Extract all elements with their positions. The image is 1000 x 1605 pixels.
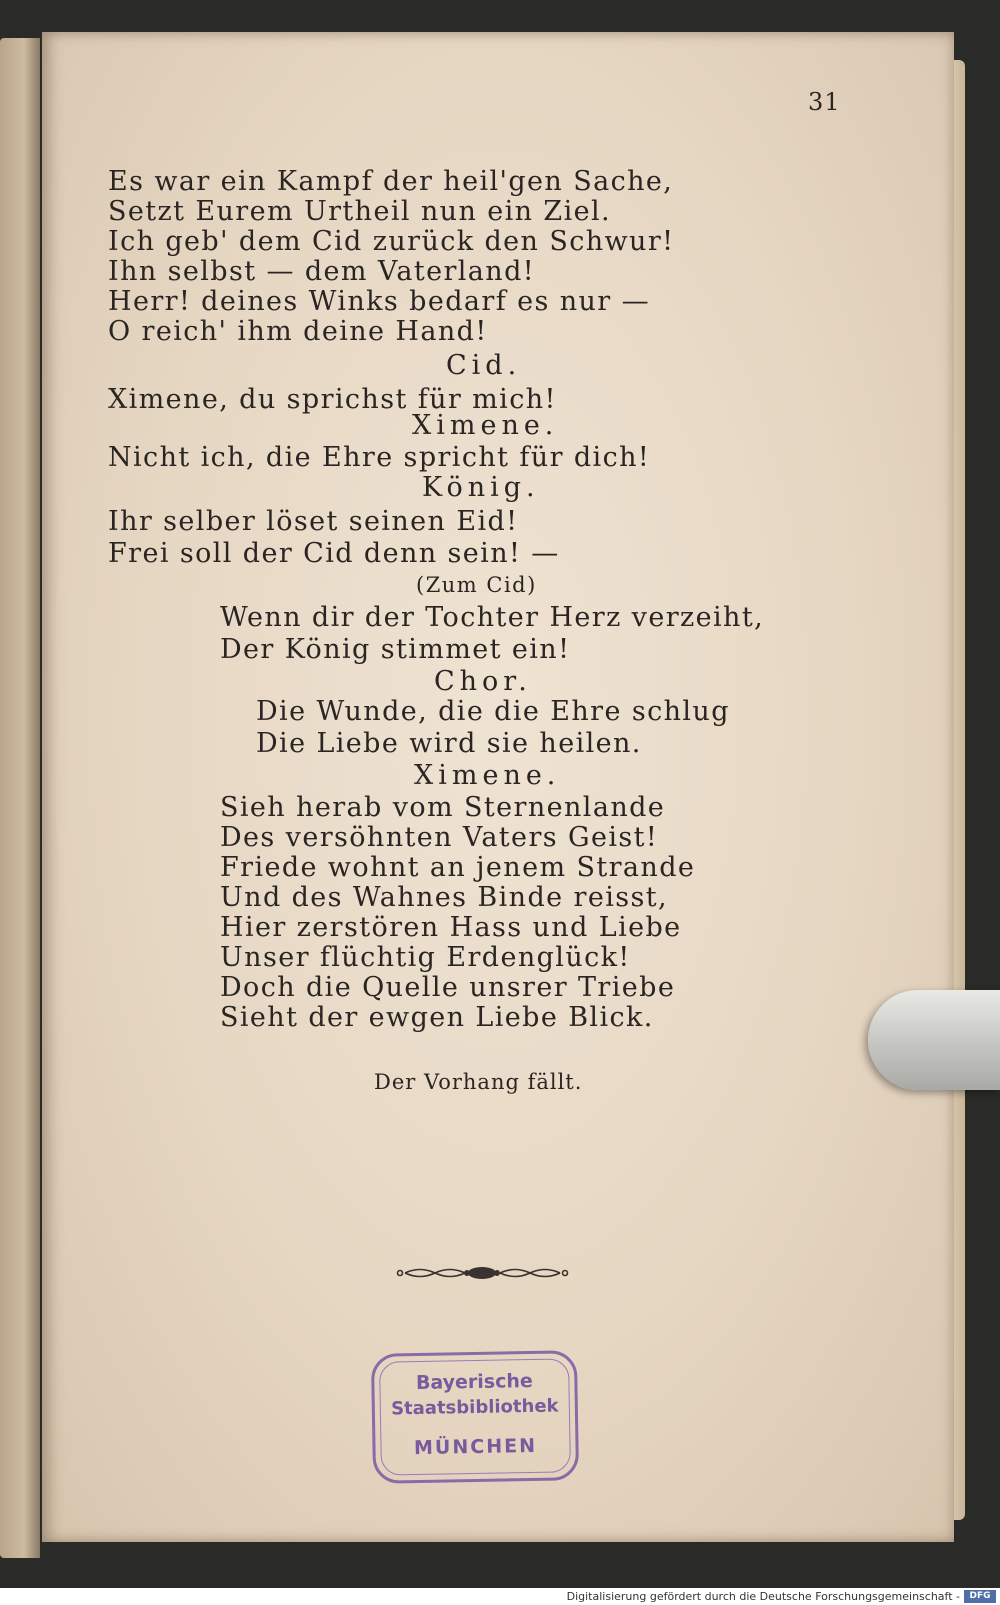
speaker-name: Ximene. [414, 760, 561, 791]
ornament-divider-icon [395, 1264, 570, 1282]
stamp-line: MÜNCHEN [413, 1434, 538, 1460]
facing-page-edge [0, 38, 40, 1558]
stage-direction: (Zum Cid) [416, 573, 537, 597]
verse-line: Sieht der ewgen Liebe Blick. [220, 1002, 654, 1033]
verse-line: Ihr selber löset seinen Eid! [108, 506, 519, 537]
page-clip [868, 990, 1000, 1090]
verse-line: Und des Wahnes Binde reisst, [220, 882, 668, 913]
speaker-name: Chor. [434, 666, 532, 697]
verse-line: Friede wohnt an jenem Strande [220, 852, 696, 883]
verse-line: Ihn selbst — dem Vaterland! [108, 256, 536, 287]
stamp-line: Staatsbibliothek [390, 1395, 559, 1420]
verse-line: Nicht ich, die Ehre spricht für dich! [108, 442, 651, 473]
verse-line: Ximene, du sprichst für mich! [108, 384, 557, 415]
verse-line: Der König stimmet ein! [220, 634, 571, 665]
speaker-name: Ximene. [412, 410, 559, 441]
footer-text: Digitalisierung gefördert durch die Deutsche Forschungsgemeinschaft - [566, 1590, 960, 1603]
verse-line: Setzt Eurem Urtheil nun ein Ziel. [108, 196, 612, 227]
stamp-line: Bayerische [415, 1369, 533, 1395]
verse-line: Des versöhnten Vaters Geist! [220, 822, 659, 853]
verse-line: Doch die Quelle unsrer Triebe [220, 972, 676, 1003]
library-stamp [371, 1350, 579, 1484]
dfg-logo: DFG [964, 1590, 996, 1603]
speaker-name: König. [422, 472, 540, 503]
speaker-name: Cid. [446, 350, 522, 381]
verse-line: Unser flüchtig Erdenglück! [220, 942, 631, 973]
footer-bar [0, 1588, 1000, 1605]
verse-line: Frei soll der Cid denn sein! — [108, 538, 560, 569]
verse-line: Die Liebe wird sie heilen. [256, 728, 642, 759]
verse-line: Wenn dir der Tochter Herz verzeiht, [220, 602, 765, 633]
verse-line: O reich' ihm deine Hand! [108, 316, 488, 347]
verse-line: Herr! deines Winks bedarf es nur — [108, 286, 650, 317]
page-number: 31 [808, 88, 841, 116]
verse-line: Es war ein Kampf der heil'gen Sache, [108, 166, 674, 197]
verse-line: Ich geb' dem Cid zurück den Schwur! [108, 226, 675, 257]
curtain-direction: Der Vorhang fällt. [374, 1070, 583, 1094]
verse-line: Die Wunde, die die Ehre schlug [256, 696, 730, 727]
verse-line: Hier zerstören Hass und Liebe [220, 912, 682, 943]
verse-line: Sieh herab vom Sternenlande [220, 792, 666, 823]
